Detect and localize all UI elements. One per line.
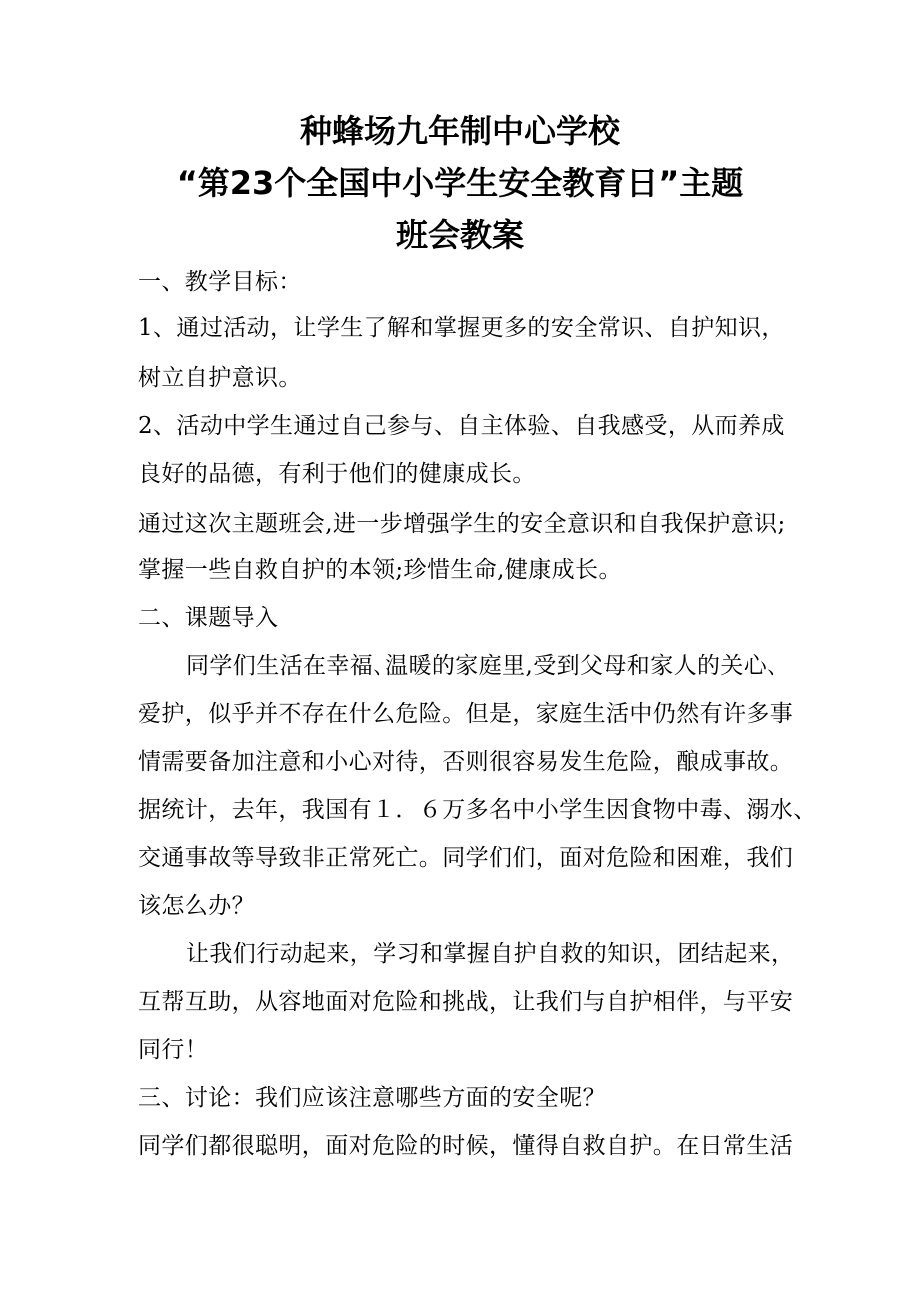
intro-paragraph-line-5: 交通事故等导致非正常死亡。同学们们，面对危险和困难，我们 xyxy=(138,845,794,871)
section-heading-intro: 二、课题导入 xyxy=(138,605,279,631)
intro-paragraph-line-6: 该怎么办？ xyxy=(138,893,255,919)
intro-paragraph-line-4: 据统计，去年，我国有１．６万多名中小学生因食物中毒、溺水、 xyxy=(138,797,817,823)
section-heading-discussion: 三、讨论：我们应该注意哪些方面的安全呢？ xyxy=(138,1085,606,1111)
goal-summary-line-1: 通过这次主题班会,进一步增强学生的安全意识和自我保护意识; xyxy=(138,511,786,537)
action-paragraph-line-1: 让我们行动起来，学习和掌握自护自救的知识，团结起来， xyxy=(186,941,795,967)
intro-paragraph-line-3: 情需要备加注意和小心对待，否则很容易发生危险，酿成事故。 xyxy=(138,749,794,775)
intro-paragraph-line-2: 爱护，似乎并不存在什么危险。但是，家庭生活中仍然有许多事 xyxy=(138,701,794,727)
intro-paragraph-line-1: 同学们生活在幸福､温暖的家庭里,受到父母和家人的关心､ xyxy=(186,653,780,679)
event-title: “第23个全国中小学生安全教育日”主题 xyxy=(176,164,744,202)
plan-title: 班会教案 xyxy=(395,216,524,254)
goal-summary-line-2: 掌握一些自救自护的本领;珍惜生命,健康成长。 xyxy=(138,557,622,583)
school-title: 种蜂场九年制中心学校 xyxy=(299,112,620,150)
action-paragraph-line-3: 同行！ xyxy=(138,1037,209,1063)
goal-2-line-1: 2、活动中学生通过自己参与、自主体验、自我感受，从而养成 xyxy=(138,413,785,439)
goal-1-line-1: 1、通过活动，让学生了解和掌握更多的安全常识、自护知识， xyxy=(138,315,785,341)
discussion-paragraph-line-1: 同学们都很聪明，面对危险的时候，懂得自救自护。在日常生活 xyxy=(138,1133,794,1159)
goal-2-line-2: 良好的品德，有利于他们的健康成长。 xyxy=(138,461,536,487)
action-paragraph-line-2: 互帮互助，从容地面对危险和挑战，让我们与自护相伴，与平安 xyxy=(138,989,794,1015)
goal-1-line-2: 树立自护意识。 xyxy=(138,365,302,391)
section-heading-goals: 一、教学目标： xyxy=(138,269,302,295)
